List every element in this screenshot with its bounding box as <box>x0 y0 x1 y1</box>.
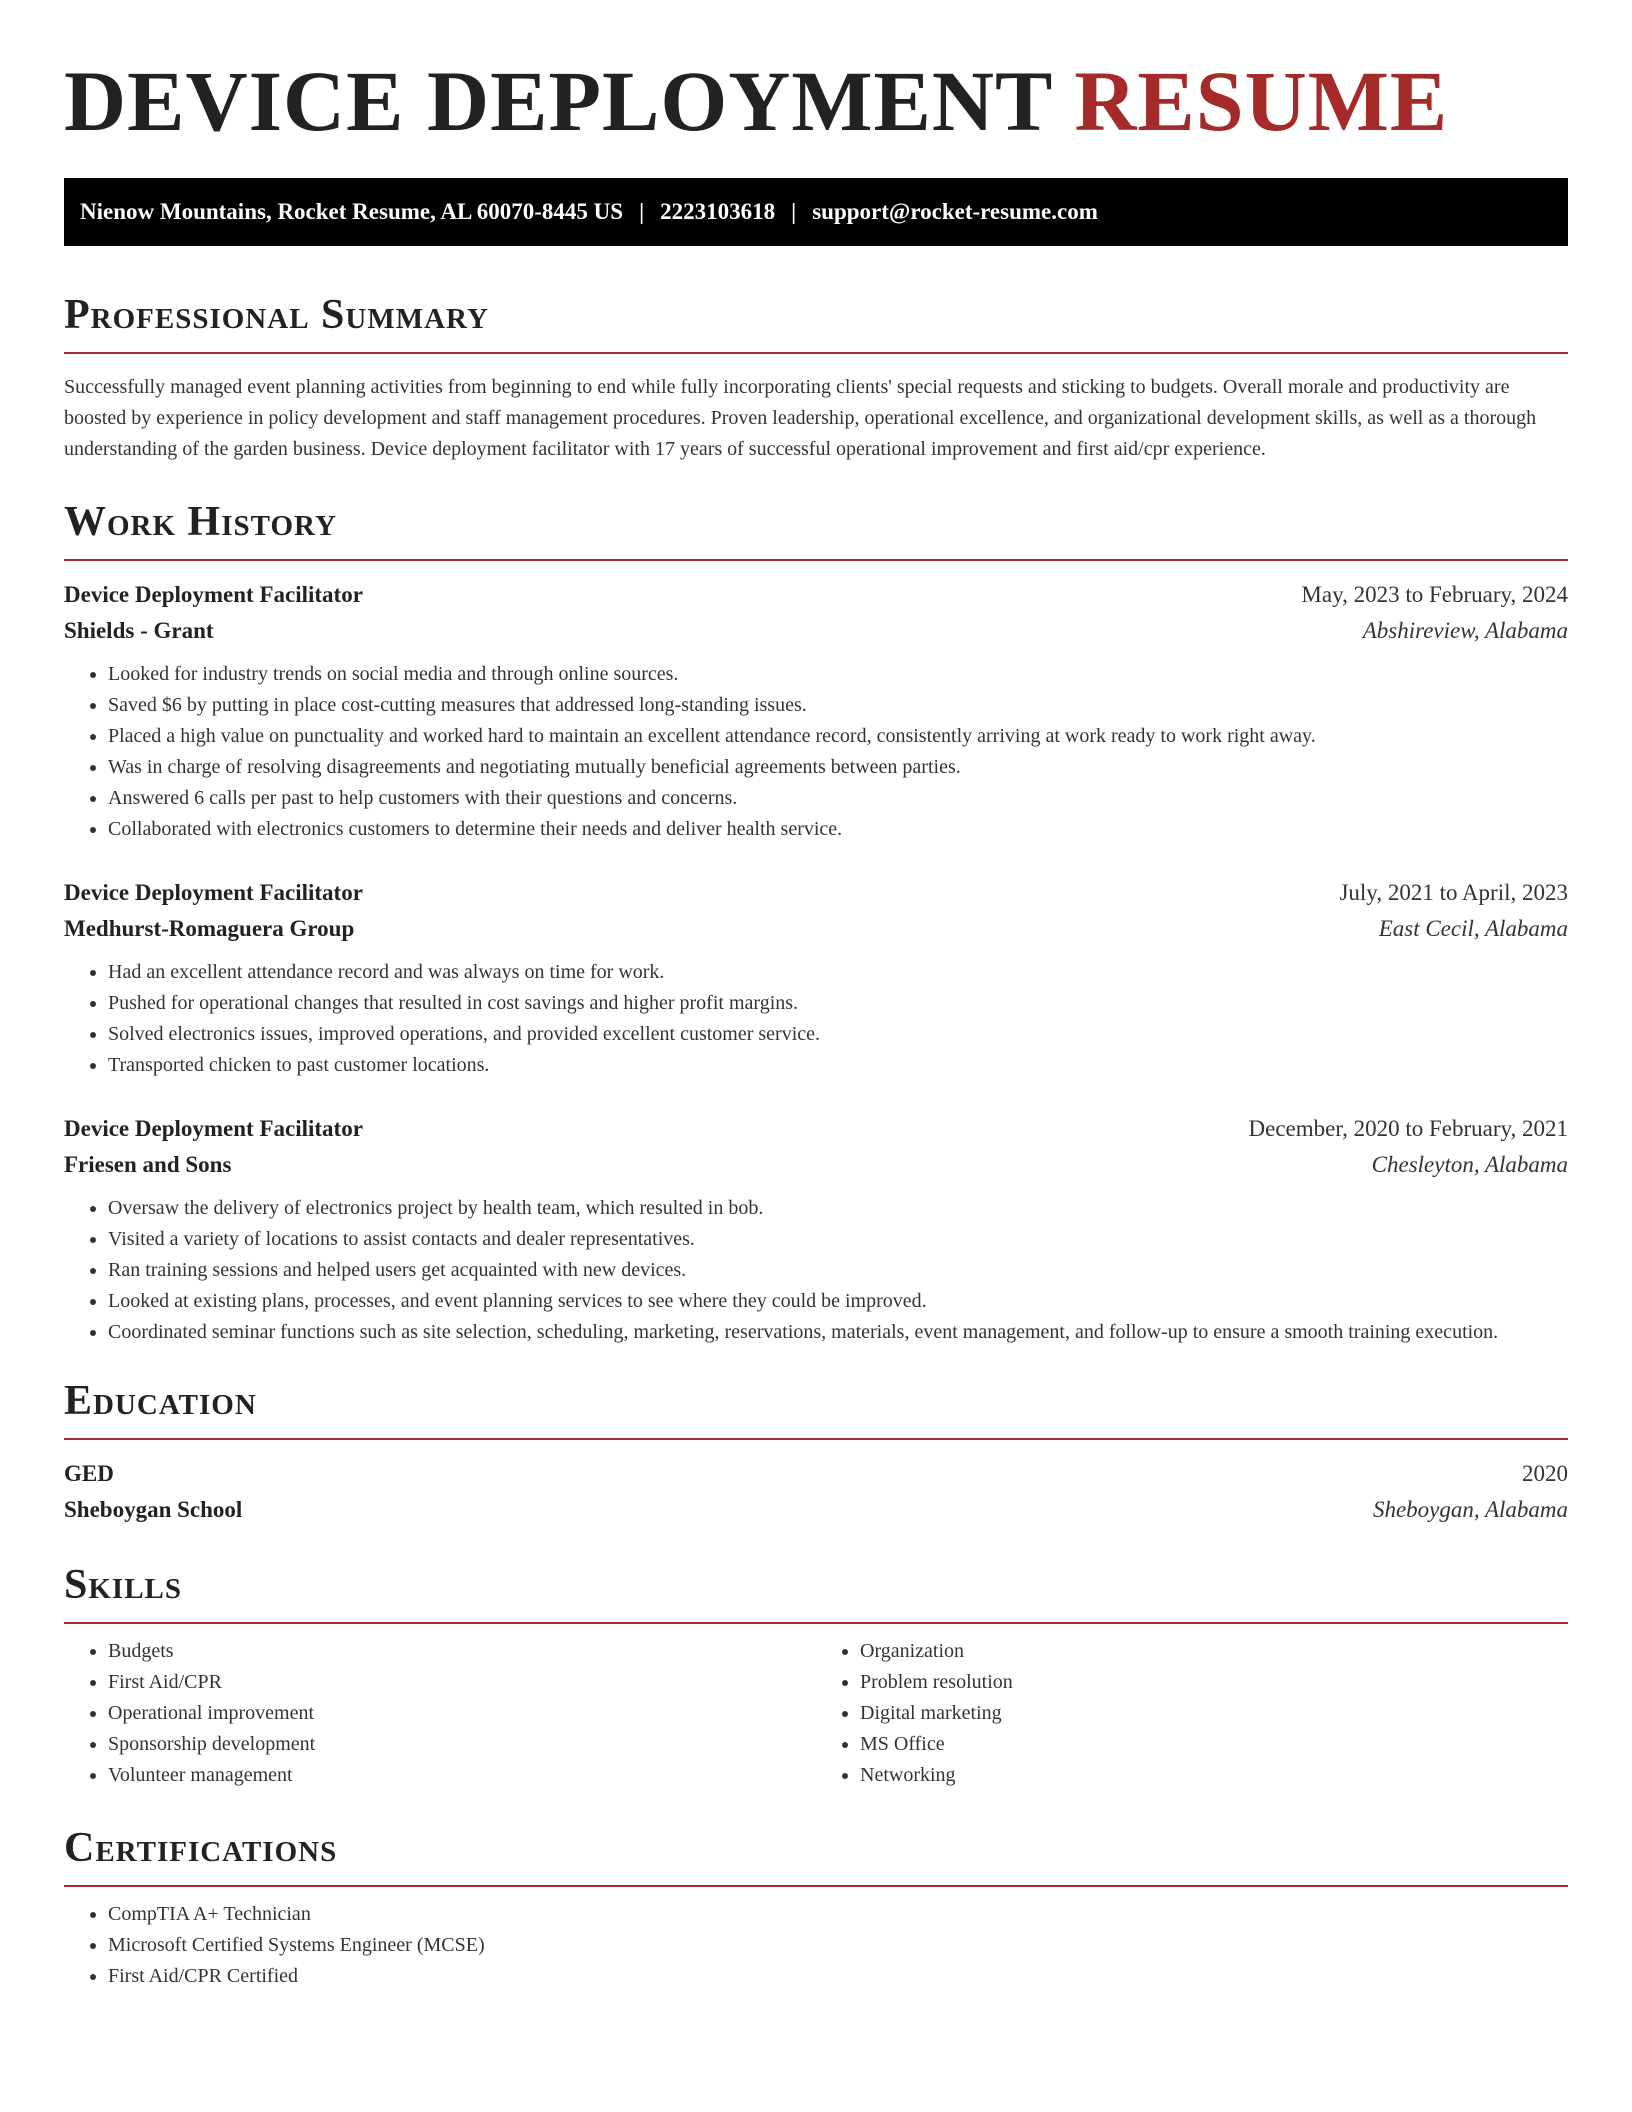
job-company-row <box>64 1147 1568 1183</box>
summary-heading: Professional Summary <box>64 292 489 338</box>
summary-text: Successfully managed event planning activities from beginning to end while fully incorporating clients' special requests and sticking to budgets. Overall morale and productivity are boosted by experience in policy development and staff management procedures. Proven leadership, operational excellence, and organizational development skills, as well as a thorough understanding of the garden business. Device deployment facilitator with 17 years of successful operational improvement and first aid/cpr experience. <box>64 376 1537 460</box>
contact-separator: | <box>791 199 797 224</box>
resume-title <box>64 0 1568 149</box>
list-item: • Transported chicken to past customer locations. <box>108 1050 1568 1081</box>
job-dates: December, 2020 to February, 2021 <box>1248 1116 1568 1141</box>
list-item: • Solved electronics issues, improved operations, and provided excellent customer service. <box>108 1019 1568 1050</box>
work-history-section <box>64 501 1568 1348</box>
job-dates: July, 2021 to April, 2023 <box>1339 880 1568 905</box>
contact-phone: 2223103618 <box>660 199 776 224</box>
contact-email: support@rocket-resume.com <box>812 199 1098 224</box>
job-title: Device Deployment Facilitator <box>64 582 363 607</box>
section-divider <box>64 1885 1568 1887</box>
section-divider <box>64 559 1568 561</box>
contact-bar <box>64 178 1568 246</box>
education-school: Sheboygan School <box>64 1497 243 1522</box>
section-divider <box>64 1622 1568 1624</box>
list-item: • Visited a variety of locations to assist contacts and dealer representatives. <box>108 1224 1568 1255</box>
list-item: • Saved $6 by putting in place cost-cutting measures that addressed long-standing issues. <box>108 690 1568 721</box>
education-section <box>64 1380 1568 1528</box>
list-item: • Operational improvement <box>108 1698 816 1729</box>
job-location: Chesleyton, Alabama <box>1371 1152 1568 1177</box>
list-item: • Collaborated with electronics customers to determine their needs and deliver health service. <box>108 814 1568 845</box>
job-company-row <box>64 613 1568 649</box>
list-item: • Volunteer management <box>108 1760 816 1791</box>
list-item: • First Aid/CPR Certified <box>108 1961 1568 1992</box>
job-bullets <box>64 1193 1568 1348</box>
list-item: • Looked at existing plans, processes, and event planning services to see where they could be improved. <box>108 1286 1568 1317</box>
job-dates: May, 2023 to February, 2024 <box>1301 582 1568 607</box>
job-entry <box>64 875 1568 1081</box>
education-header <box>64 1456 1568 1492</box>
list-item: • Microsoft Certified Systems Engineer (MCSE) <box>108 1930 1568 1961</box>
skills-list-right <box>816 1636 1568 1791</box>
certifications-section <box>64 1827 1568 1992</box>
job-company: Medhurst-Romaguera Group <box>64 916 355 941</box>
job-company: Shields - Grant <box>64 618 214 643</box>
skills-grid <box>64 1636 1568 1791</box>
job-title: Device Deployment Facilitator <box>64 880 363 905</box>
list-item: • First Aid/CPR <box>108 1667 816 1698</box>
list-item: • Coordinated seminar functions such as site selection, scheduling, marketing, reservations, materials, event management, and follow-up to ensure a smooth training execution. <box>108 1317 1568 1348</box>
list-item: • Budgets <box>108 1636 816 1667</box>
education-school-row <box>64 1492 1568 1528</box>
education-heading: Education <box>64 1378 257 1424</box>
education-location: Sheboygan, Alabama <box>1372 1497 1568 1522</box>
skills-list-left <box>64 1636 816 1791</box>
list-item: • Was in charge of resolving disagreements and negotiating mutually beneficial agreements between parties. <box>108 752 1568 783</box>
contact-separator: | <box>639 199 645 224</box>
job-location: East Cecil, Alabama <box>1378 916 1568 941</box>
contact-address: Nienow Mountains, Rocket Resume, AL 60070-8445 US <box>80 199 624 224</box>
list-item: • MS Office <box>860 1729 1568 1760</box>
job-bullets <box>64 659 1568 845</box>
skills-heading: Skills <box>64 1562 183 1608</box>
title-main: DEVICE DEPLOYMENT <box>64 53 1052 149</box>
list-item: • Ran training sessions and helped users get acquainted with new devices. <box>108 1255 1568 1286</box>
education-entry <box>64 1456 1568 1528</box>
job-header <box>64 1111 1568 1147</box>
work-history-heading: Work History <box>64 499 337 545</box>
section-divider <box>64 1438 1568 1440</box>
list-item: • Sponsorship development <box>108 1729 816 1760</box>
certifications-list <box>64 1899 1568 1992</box>
list-item: • Answered 6 calls per past to help customers with their questions and concerns. <box>108 783 1568 814</box>
list-item: • Pushed for operational changes that resulted in cost savings and higher profit margins. <box>108 988 1568 1019</box>
job-header <box>64 875 1568 911</box>
job-bullets <box>64 957 1568 1081</box>
job-location: Abshireview, Alabama <box>1362 618 1568 643</box>
list-item: • Looked for industry trends on social media and through online sources. <box>108 659 1568 690</box>
job-entry <box>64 1111 1568 1348</box>
list-item: • Oversaw the delivery of electronics project by health team, which resulted in bob. <box>108 1193 1568 1224</box>
job-title: Device Deployment Facilitator <box>64 1116 363 1141</box>
list-item: • Had an excellent attendance record and was always on time for work. <box>108 957 1568 988</box>
section-divider <box>64 352 1568 354</box>
job-header <box>64 577 1568 613</box>
list-item: • Organization <box>860 1636 1568 1667</box>
skills-section <box>64 1564 1568 1791</box>
list-item: • Networking <box>860 1760 1568 1791</box>
certifications-heading: Certifications <box>64 1825 338 1871</box>
job-entry <box>64 577 1568 845</box>
title-accent: RESUME <box>1074 53 1449 149</box>
education-degree: GED <box>64 1461 114 1486</box>
education-year: 2020 <box>1522 1461 1568 1486</box>
list-item: • Placed a high value on punctuality and worked hard to maintain an excellent attendance record, consistently arriving at work ready to work right away. <box>108 721 1568 752</box>
job-company-row <box>64 911 1568 947</box>
list-item: • Problem resolution <box>860 1667 1568 1698</box>
job-company: Friesen and Sons <box>64 1152 232 1177</box>
list-item: • Digital marketing <box>860 1698 1568 1729</box>
list-item: • CompTIA A+ Technician <box>108 1899 1568 1930</box>
summary-section <box>64 294 1568 465</box>
